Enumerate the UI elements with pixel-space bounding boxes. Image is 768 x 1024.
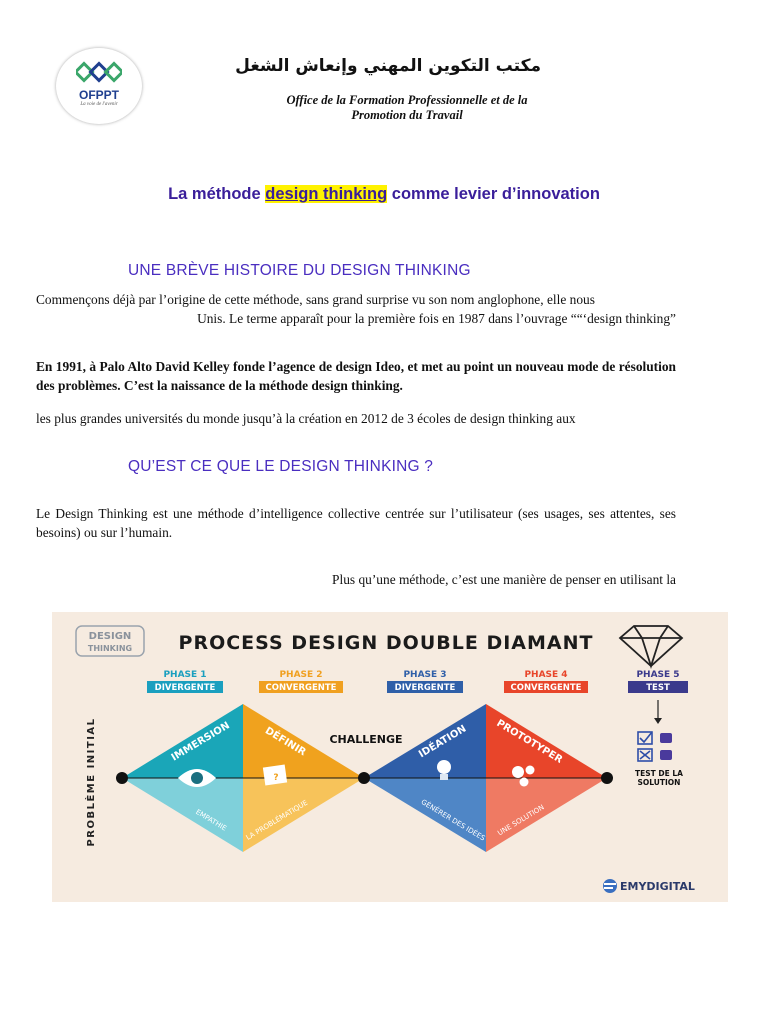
- phase-2-label: [259, 670, 343, 693]
- paragraph-origin-line1: Commençons déjà par l’origine de cette méthode, sans grand surprise vu son nom anglophone, elle nous: [36, 292, 595, 307]
- title-highlight: design thinking: [265, 185, 388, 203]
- phase-2-mode: CONVERGENTE: [265, 683, 337, 693]
- paragraph-origin-line2: Unis. Le terme apparaît pour la première fois en 1987 dans l’ouvrage ““‘design thinking”: [197, 311, 676, 326]
- phase-5-mode: TEST: [646, 683, 670, 693]
- paragraph-way-of-thinking: Plus qu’une méthode, c’est une manière de penser en utilisant la: [332, 572, 676, 587]
- logo-tagline: La voie de l'avenir: [80, 102, 118, 107]
- thumbs-icons: [660, 733, 672, 760]
- challenge-dot: [358, 772, 370, 784]
- diamond-4-bottom: [486, 778, 607, 852]
- note-icon: [263, 765, 287, 786]
- title-after: comme levier d’innovation: [387, 185, 600, 203]
- phase-3-label: [387, 670, 463, 693]
- diamond-3-bottom: [364, 778, 486, 852]
- substep-empathie: EMPATHIE: [194, 807, 228, 833]
- phase-1-label: [147, 670, 223, 693]
- badge-line2: THINKING: [87, 644, 133, 653]
- test-label-line2: SOLUTION: [637, 778, 681, 787]
- document-title: [60, 185, 708, 204]
- paragraph-definition: Le Design Thinking est une méthode d’intelligence collective centrée sur l’utilisateur (ses usages, ses attentes, ses besoins) ou sur l’humain.: [36, 506, 676, 540]
- phase-1-title: PHASE 1: [163, 670, 207, 680]
- challenge-label: CHALLENGE: [329, 733, 403, 746]
- emydigital-logo-icon: [603, 879, 617, 893]
- start-dot: [116, 772, 128, 784]
- logo-name: OFPPT: [78, 88, 119, 102]
- phase-1-mode: DIVERGENTE: [154, 683, 216, 693]
- paragraph-universities: les plus grandes universités du monde jusqu’à la création en 2012 de 3 écoles de design thinking aux: [36, 411, 576, 426]
- phase-4-mode: CONVERGENTE: [510, 683, 582, 693]
- brand-name: EMYDIGITAL: [620, 880, 695, 893]
- test-arrow-head: [654, 718, 662, 724]
- substep-problematique: LA PROBLÉMATIQUE: [244, 798, 310, 842]
- step-prototyper: PROTOTYPER: [494, 717, 565, 766]
- note-question-mark: ?: [273, 773, 279, 783]
- diamond-4-top: [486, 704, 607, 778]
- title-before: La méthode: [168, 185, 266, 203]
- section-heading-history: UNE BRÈVE HISTOIRE DU DESIGN THINKING: [128, 262, 471, 279]
- infographic-title: PROCESS DESIGN DOUBLE DIAMANT: [178, 632, 594, 654]
- step-definir: DÉFINIR: [262, 725, 308, 759]
- substep-solution: UNE SOLUTION: [496, 803, 546, 838]
- ofppt-logo: [56, 48, 142, 124]
- section-heading-definition: QU’EST CE QUE LE DESIGN THINKING ?: [128, 458, 434, 475]
- test-label-line1: TEST DE LA: [635, 769, 683, 778]
- office-name-line2: Promotion du Travail: [351, 108, 463, 122]
- step-immersion: IMMERSION: [169, 720, 232, 764]
- diamond-icon: [620, 626, 682, 666]
- badge-line1: DESIGN: [88, 631, 132, 642]
- arabic-org-name: مكتب التكوين المهني وإنعاش الشغل: [235, 56, 541, 76]
- phase-4-title: PHASE 4: [524, 670, 568, 680]
- phase-4-label: [504, 670, 588, 693]
- paragraph-ideo: En 1991, à Palo Alto David Kelley fonde l’agence de design Ideo, et met au point un nouveau mode de résolution des problèmes. C’est la naissance de la méthode design thinking.: [36, 359, 676, 393]
- end-dot: [601, 772, 613, 784]
- step-ideation: IDÉATION: [417, 723, 469, 761]
- phase-5-label: [628, 670, 688, 693]
- diamond-1-bottom: [122, 778, 243, 852]
- phase-3-title: PHASE 3: [403, 670, 447, 680]
- phase-5-title: PHASE 5: [636, 670, 680, 680]
- office-name: [262, 93, 552, 123]
- logo-mark-icon: [76, 60, 122, 86]
- diamond-1-top: [122, 704, 243, 778]
- initial-problem-label: PROBLÈME INITIAL: [86, 717, 97, 847]
- diamond-2-bottom: [243, 778, 364, 852]
- substep-generer-idees: GÉNÉRER DES IDÉES: [419, 798, 487, 843]
- phase-3-mode: DIVERGENTE: [394, 683, 456, 693]
- phase-2-title: PHASE 2: [279, 670, 323, 680]
- double-diamond-infographic: [52, 612, 728, 902]
- checkbox-icons: [638, 732, 652, 761]
- infographic-canvas: [52, 612, 728, 902]
- office-name-line1: Office de la Formation Professionnelle et de la: [286, 93, 528, 107]
